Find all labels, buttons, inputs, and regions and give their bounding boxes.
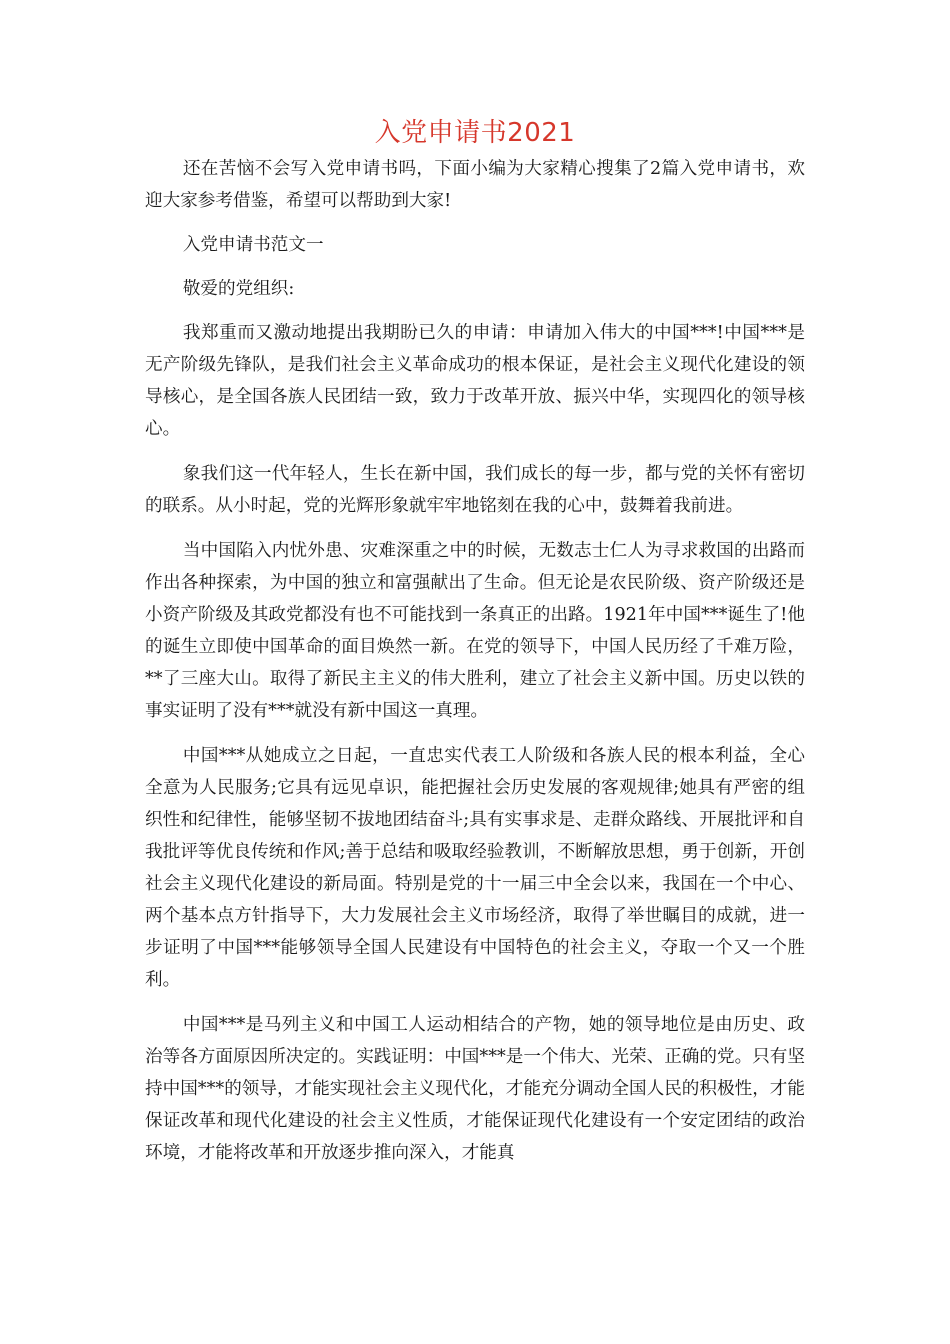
document-title: 入党申请书2021 <box>374 118 576 148</box>
intro-paragraph: 还在苦恼不会写入党申请书吗，下面小编为大家精心搜集了2篇入党申请书，欢迎大家参考借鉴，希望可以帮助到大家! <box>145 159 805 211</box>
section-heading: 入党申请书范文一 <box>182 235 324 255</box>
body-paragraph-2: 象我们这一代年轻人，生长在新中国，我们成长的每一步，都与党的关怀有密切的联系。从小时起，党的光辉形象就牢牢地铭刻在我的心中，鼓舞着我前进。 <box>145 464 805 516</box>
body-paragraph-4: 中国***从她成立之日起，一直忠实代表工人阶级和各族人民的根本利益，全心全意为人民服务;它具有远见卓识，能把握社会历史发展的客观规律;她具有严密的组织性和纪律性，能够坚韧不拔地团结奋斗;具有实事求是、走群众路线、开展批评和自我批评等优良传统和作风;善于总结和吸取经验教训，不断解放思想，勇于创新，开创社会主义现代化建设的新局面。特别是党的十一届三中全会以来，我国在一个中心、两个基本点方针指导下，大力发展社会主义市场经济，取得了举世瞩目的成就，进一步证明了中国***能够领导全国人民建设有中国特色的社会主义，夺取一个又一个胜利。 <box>145 746 805 990</box>
body-paragraph-5: 中国***是马列主义和中国工人运动相结合的产物，她的领导地位是由历史、政治等各方面原因所决定的。实践证明：中国***是一个伟大、光荣、正确的党。只有坚持中国***的领导，才能实现社会主义现代化，才能充分调动全国人民的积极性，才能保证改革和现代化建设的社会主义性质，才能保证现代化建设有一个安定团结的政治环境，才能将改革和开放逐步推向深入，才能真 <box>145 1015 805 1163</box>
document-body <box>145 153 805 1169</box>
salutation: 敬爱的党组织: <box>182 279 295 299</box>
body-paragraph-3: 当中国陷入内忧外患、灾难深重之中的时候，无数志士仁人为寻求救国的出路而作出各种探索，为中国的独立和富强献出了生命。但无论是农民阶级、资产阶级还是小资产阶级及其政党都没有也不可能找到一条真正的出路。1921年中国***诞生了!他的诞生立即使中国革命的面目焕然一新。在党的领导下，中国人民历经了千难万险，**了三座大山。取得了新民主主义的伟大胜利，建立了社会主义新中国。历史以铁的事实证明了没有***就没有新中国这一真理。 <box>145 541 805 721</box>
body-paragraph-1: 我郑重而又激动地提出我期盼已久的申请：申请加入伟大的中国***!中国***是无产阶级先锋队，是我们社会主义革命成功的根本保证，是社会主义现代化建设的领导核心，是全国各族人民团结一致，致力于改革开放、振兴中华，实现四化的领导核心。 <box>145 323 805 439</box>
